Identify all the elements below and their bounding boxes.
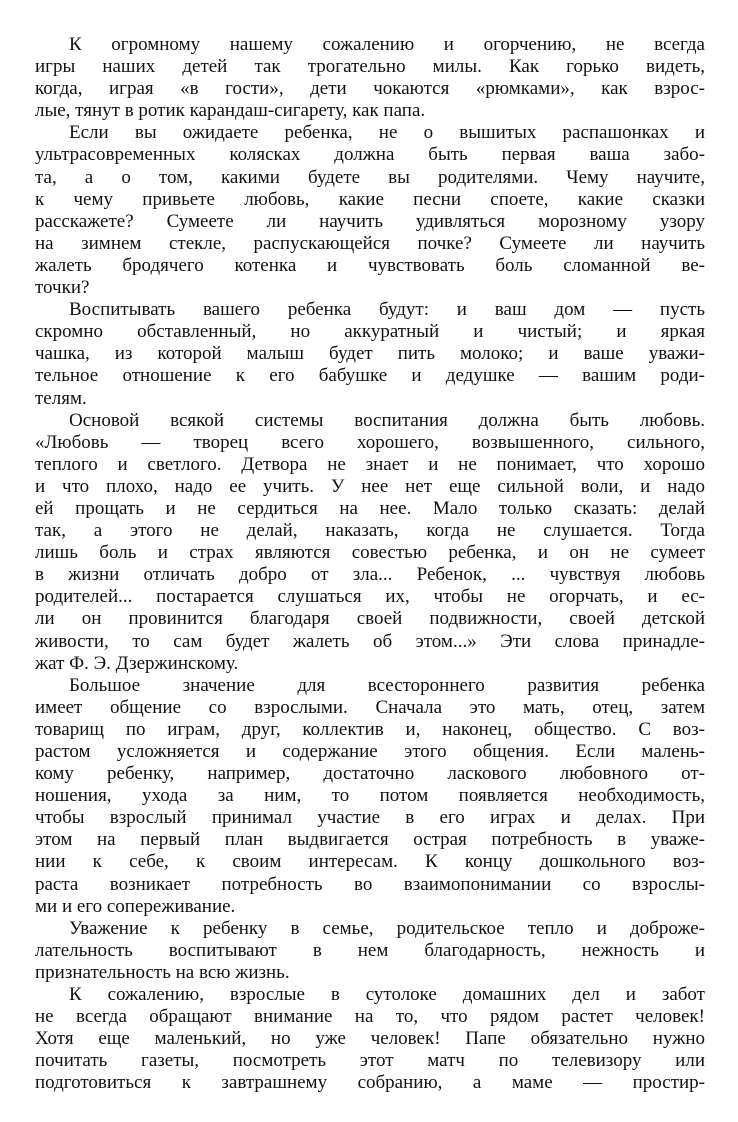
text-line: точки? — [35, 277, 90, 299]
paragraph — [35, 410, 705, 675]
text-line: кому ребенку, например, достаточно ласкового любовного от- — [35, 763, 705, 785]
text-line: Большое значение для всестороннего развития ребенка — [69, 674, 705, 696]
text-line: почитать газеты, посмотреть этот матч по телевизору или — [35, 1050, 705, 1072]
text-line: жалеть бродячего котенка и чувствовать боль сломанной ве- — [35, 254, 705, 276]
text-line: жат Ф. Э. Дзержинскому. — [35, 652, 239, 674]
text-line: товарищ по играм, друг, коллектив и, наконец, общество. С воз- — [35, 718, 705, 740]
paragraph — [35, 299, 705, 409]
text-line: родителей... постарается слушаться их, чтобы не огорчать, и ес- — [35, 586, 705, 608]
text-line: К огромному нашему сожалению и огорчению, не всегда — [69, 34, 705, 55]
text-line: скромно обставленный, но аккуратный и чистый; и яркая — [35, 321, 705, 343]
text-line: когда, играя «в гости», дети чокаются «рюмками», как взрос- — [35, 78, 705, 100]
text-line: ультрасовременных колясках должна быть первая ваша забо- — [35, 144, 705, 166]
text-line: Основой всякой системы воспитания должна быть любовь. — [69, 409, 705, 431]
text-line: этом на первый план выдвигается острая потребность в уваже- — [35, 829, 705, 851]
text-line: та, а о том, какими будете вы родителями. Чему научите, — [35, 166, 705, 188]
paragraph — [35, 122, 705, 299]
text-line: лые, тянут в ротик карандаш-сигарету, как папа. — [35, 100, 426, 122]
text-line: подготовиться к завтрашнему собранию, а маме — простир- — [35, 1072, 705, 1094]
text-line: чашка, из которой малыш будет пить молоко; и ваше уважи- — [35, 343, 705, 365]
text-line: ли он провинится благодаря своей подвижности, своей детской — [35, 608, 705, 630]
text-line: не всегда обращают внимание на то, что рядом растет человек! — [35, 1006, 705, 1028]
text-line: Воспитывать вашего ребенка будут: и ваш дом — пусть — [69, 299, 705, 321]
text-line: ношения, ухода за ним, то потом появляется необходимость, — [35, 785, 705, 807]
text-line: лишь боль и страх являются совестью ребенка, и он не сумеет — [35, 542, 705, 564]
text-line: на зимнем стекле, распускающейся почке? Сумеете ли научить — [35, 232, 705, 254]
paragraph — [35, 918, 705, 984]
text-line: К сожалению, взрослые в сутолоке домашних дел и забот — [69, 984, 705, 1006]
text-line: так, а этого не делай, наказать, когда не слушается. Тогда — [35, 520, 705, 542]
text-line: ей прощать и не сердиться на нее. Мало только сказать: делай — [35, 497, 705, 519]
text-line: телям. — [35, 387, 87, 409]
text-line: тельное отношение к его бабушке и дедушке — вашим роди- — [35, 365, 705, 387]
document-page — [35, 34, 705, 1095]
text-line: расскажете? Сумеете ли научить удивляться морозному узору — [35, 210, 705, 232]
paragraph — [35, 984, 705, 1094]
text-line: растом усложняется и содержание этого общения. Если малень- — [35, 741, 705, 762]
text-line: Уважение к ребенку в семье, родительское тепло и доброже- — [69, 917, 705, 939]
text-line: теплого и светлого. Детвора не знает и не понимает, что хорошо — [35, 453, 705, 475]
text-line: имеет общение со взрослыми. Сначала это мать, отец, затем — [35, 696, 705, 718]
text-line: нии к себе, к своим интересам. К концу дошкольного воз- — [35, 851, 705, 873]
paragraph — [35, 34, 705, 122]
text-line: Если вы ожидаете ребенка, не о вышитых распашонках и — [69, 122, 705, 144]
text-line: игры наших детей так трогательно милы. Как горько видеть, — [35, 56, 705, 78]
text-line: ми и его сопереживание. — [35, 895, 236, 917]
text-line: чтобы взрослый принимал участие в его играх и делах. При — [35, 807, 705, 829]
text-line: в жизни отличать добро от зла... Ребенок, ... чувствуя любовь — [35, 564, 705, 586]
text-line: живости, то сам будет жалеть об этом...» Эти слова принадле- — [35, 630, 705, 652]
paragraph — [35, 675, 705, 918]
text-line: к чему привьете любовь, какие песни споете, какие сказки — [35, 188, 705, 210]
text-line: раста возникает потребность во взаимопонимании со взрослы- — [35, 873, 705, 895]
text-line: Хотя еще маленький, но уже человек! Папе обязательно нужно — [35, 1028, 705, 1050]
text-line: и что плохо, надо ее учить. У нее нет еще сильной воли, и надо — [35, 475, 705, 497]
text-line: «Любовь — творец всего хорошего, возвышенного, сильного, — [35, 431, 705, 453]
text-line: лательность воспитывают в нем благодарность, нежность и — [35, 939, 705, 961]
text-line: признательность на всю жизнь. — [35, 961, 290, 983]
